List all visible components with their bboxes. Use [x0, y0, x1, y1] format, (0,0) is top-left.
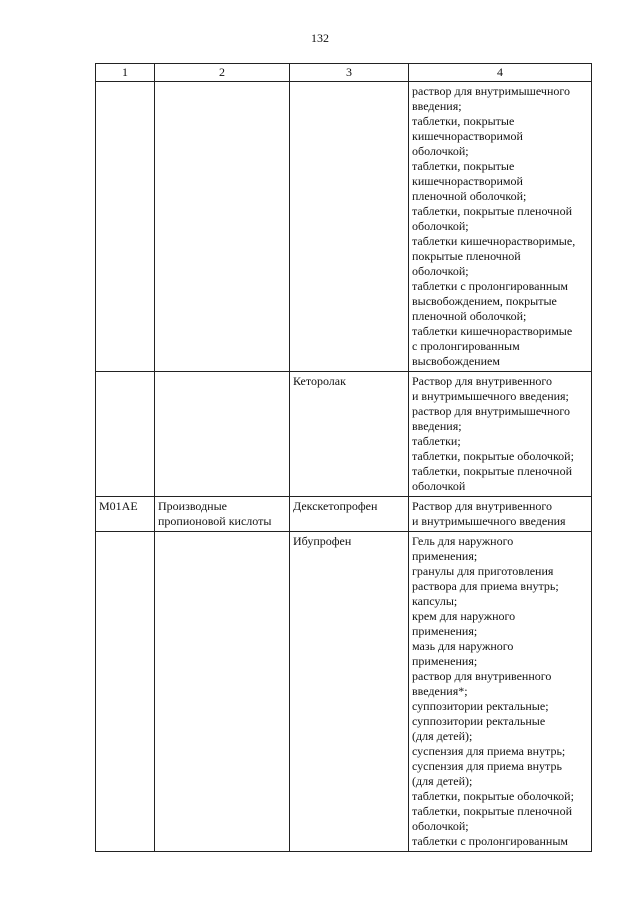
dosage-form-line: крем для наружного [412, 609, 516, 623]
atc-code-cell [96, 372, 155, 497]
drug-name-cell [290, 82, 409, 372]
dosage-form-line: кишечнорастворимой [412, 174, 523, 188]
dosage-form-line: (для детей); [412, 729, 473, 743]
dosage-form-line: суппозитории ректальные; [412, 699, 549, 713]
column-header-3: 3 [290, 64, 409, 82]
dosage-forms-cell [409, 497, 592, 532]
dosage-form-line: капсулы; [412, 594, 458, 608]
dosage-form-line: таблетки, покрытые [412, 159, 515, 173]
dosage-form-line: введения; [412, 99, 462, 113]
dosage-forms-cell [409, 82, 592, 372]
dosage-form-line: таблетки, покрытые пленочной [412, 464, 573, 478]
dosage-form-line: раствор для внутримышечного [412, 84, 570, 98]
dosage-form-line: применения; [412, 549, 478, 563]
table-row [96, 532, 592, 852]
table-row [96, 497, 592, 532]
atc-code-cell: M01AE [96, 497, 155, 532]
drug-name-cell: Кеторолак [290, 372, 409, 497]
dosage-forms-cell [409, 532, 592, 852]
drug-name-cell: Ибупрофен [290, 532, 409, 852]
dosage-form-line: суппозитории ректальные [412, 714, 546, 728]
dosage-forms-cell [409, 372, 592, 497]
dosage-form-line: таблетки, покрытые оболочкой; [412, 449, 574, 463]
group-name-cell [155, 82, 290, 372]
page-number: 132 [311, 31, 329, 45]
drug-table [95, 63, 592, 852]
dosage-form-line: (для детей); [412, 774, 473, 788]
table-header-row [96, 64, 592, 82]
dosage-form-line: с пролонгированным [412, 339, 520, 353]
dosage-form-line: таблетки кишечнорастворимые, [412, 234, 576, 248]
dosage-form-line: оболочкой; [412, 144, 469, 158]
dosage-form-line: покрытые пленочной [412, 249, 521, 263]
group-name-cell: Производные пропионовой кислоты [155, 497, 290, 532]
column-header-1: 1 [96, 64, 155, 82]
dosage-form-line: высвобождением [412, 354, 500, 368]
dosage-form-line: таблетки, покрытые оболочкой; [412, 789, 574, 803]
atc-code-cell [96, 532, 155, 852]
atc-code-cell [96, 82, 155, 372]
dosage-form-line: и внутримышечного введения; [412, 389, 569, 403]
table-body [96, 82, 592, 852]
dosage-form-line: оболочкой; [412, 819, 469, 833]
dosage-form-line: Раствор для внутривенного [412, 499, 553, 513]
dosage-form-line: суспензия для приема внутрь [412, 759, 562, 773]
dosage-form-line: пленочной оболочкой; [412, 309, 527, 323]
dosage-form-line: оболочкой [412, 479, 466, 493]
dosage-form-line: таблетки с пролонгированным [412, 279, 569, 293]
group-name-cell [155, 532, 290, 852]
dosage-form-line: гранулы для приготовления [412, 564, 554, 578]
dosage-form-line: таблетки, покрытые [412, 114, 515, 128]
dosage-form-line: введения; [412, 419, 462, 433]
dosage-form-line: мазь для наружного [412, 639, 514, 653]
dosage-form-line: Гель для наружного [412, 534, 514, 548]
dosage-form-line: высвобождением, покрытые [412, 294, 557, 308]
dosage-form-line: оболочкой; [412, 219, 469, 233]
drug-name-cell: Декскетопрофен [290, 497, 409, 532]
dosage-form-line: раствор для внутривенного [412, 669, 552, 683]
dosage-form-line: применения; [412, 624, 478, 638]
dosage-form-line: оболочкой; [412, 264, 469, 278]
group-name-cell [155, 372, 290, 497]
dosage-form-line: таблетки; [412, 434, 461, 448]
dosage-form-line: пленочной оболочкой; [412, 189, 527, 203]
column-header-4: 4 [409, 64, 592, 82]
dosage-form-line: раствор для внутримышечного [412, 404, 570, 418]
dosage-form-line: введения*; [412, 684, 468, 698]
dosage-form-line: кишечнорастворимой [412, 129, 523, 143]
dosage-form-line: Раствор для внутривенного [412, 374, 553, 388]
table-row [96, 82, 592, 372]
dosage-form-line: раствора для приема внутрь; [412, 579, 559, 593]
dosage-form-line: суспензия для приема внутрь; [412, 744, 566, 758]
dosage-form-line: таблетки, покрытые пленочной [412, 204, 573, 218]
table-row [96, 372, 592, 497]
dosage-form-line: таблетки с пролонгированным [412, 834, 569, 848]
dosage-form-line: таблетки кишечнорастворимые [412, 324, 573, 338]
dosage-form-line: таблетки, покрытые пленочной [412, 804, 573, 818]
dosage-form-line: применения; [412, 654, 478, 668]
dosage-form-line: и внутримышечного введения [412, 514, 566, 528]
column-header-2: 2 [155, 64, 290, 82]
